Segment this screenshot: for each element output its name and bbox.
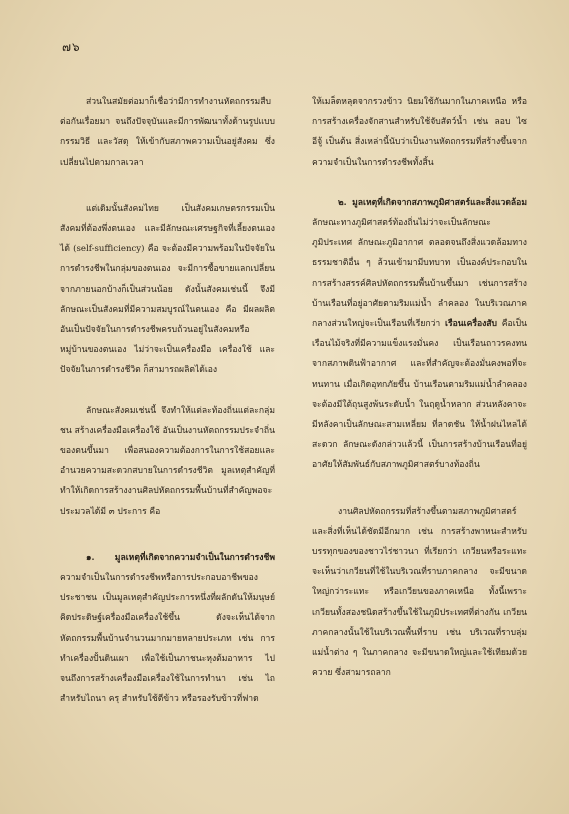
paragraph-local-craft: ลักษณะสังคมเช่นนี้ จึงทำให้แต่ละท้องถิ่นแต่ละกลุ่มชน สร้างเครื่องมือเครื่องใช้ อันเป็นงานหัตถกรรมประจำถิ่นของตนขึ้นมา เพื่อสนองความต้องการในการใช้สอยและอำนวยความสะดวกสบายในการดำรงชีวิต มูลเหตุสำคัญที่ทำให้เกิดการสร้างงานศิลปหัตถกรรมพื้นบ้านที่สำคัญพอจะประมวลได้มี ๓ ประการ คือ bbox=[60, 405, 275, 517]
paragraph-gap bbox=[312, 476, 527, 502]
paragraph-thai-society: แต่เดิมนั้นสังคมไทย เป็นสังคมเกษตรกรรมเป็นสังคมที่ต้องพึ่งตนเอง และมีลักษณะเศรษฐกิจที่เลี้ยงตนเองได้ (self-sufficiency) คือ จะต้องมีความพร้อมในปัจจัยในการดำรงชีพในกลุ่มของตนเอง จะมีการซื้อขายแลกเปลี่ยนจากภายนอกบ้างก็เป็นส่วนน้อย ดังนั้นสังคมเช่นนี้ จึงมีลักษณะเป็นสังคมที่มีความสมบูรณ์ในตนเอง คือ มีผลผลิตอันเป็นปัจจัยในการดำรงชีพครบถ้วนอยู่ในสังคมหรือหมู่บ้านของตนเอง ไม่ว่าจะเป็นเครื่องมือ เครื่องใช้ และปัจจัยในการดำรงชีวิต ก็สามารถผลิตได้เอง bbox=[60, 203, 275, 376]
page-number: ๗๖ bbox=[62, 40, 81, 54]
paragraph-cause-2 bbox=[312, 193, 527, 476]
cause-2-text-end: คือเป็นเรือนไม้จริงที่มีความแข็งแรงมั่นคง เป็นเรือนถาวรคงทนจากสภาพดินฟ้าอากาศ และที่สำคัญจะต้องมั่นคงพอที่จะทนทาน เมื่อเกิดอุทกภัยขึ้น บ้านเรือนตามริมแม่น้ำลำคลองจะต้องมีใต้ถุนสูงพ้นระดับน้ำ ในฤดูน้ำหลาก ส่วนหลังคาจะมีหลังคาเป็นลักษณะสามเหลี่ยม ที่ลาดชัน ให้น้ำฝนไหลได้สะดวก ลักษณะดังกล่าวแล้วนี้ เป็นการสร้างบ้านเรือนที่อยู่อาศัยให้สัมพันธ์กับสภาพภูมิศาสตร์บางท้องถิ่น bbox=[312, 319, 527, 471]
paragraph-continued: ให้เมล็ดหลุดจากรวงข้าว นิยมใช้กันมากในภาคเหนือ หรือ การสร้างเครื่องจักสานสำหรับใช้จับสัตว์น้ำ เช่น ลอบ ไซ อีจู้ เป็นต้น สิ่งเหล่านี้นับว่าเป็นงานหัตถกรรมที่สร้างขึ้นจากความจำเป็นในการดำรงชีพทั้งสิ้น bbox=[312, 97, 527, 168]
paragraph-carts: งานศิลปหัตถกรรมที่สร้างขึ้นตามสภาพภูมิศาสตร์และสิ่งที่เห็นได้ชัดมีอีกมาก เช่น การสร้างพาหนะสำหรับบรรทุกของของชาวไร่ชาวนา ที่เรียกว่า เกวียนหรือระแทะ จะเห็นว่าเกวียนที่ใช้ในบริเวณที่ราบภาคกลาง จะมีขนาดใหญ่กว่าระแทะ หรือเกวียนของภาคเหนือ ทั้งนี้เพราะเกวียนทั้งสองชนิดสร้างขึ้นใช้ในภูมิประเทศที่ต่างกัน เกวียนภาคกลางนั้นใช้ในบริเวณพื้นที่ราบ เช่น บริเวณที่ราบลุ่มแม่น้ำต่าง ๆ ในภาคกลาง จะมีขนาดใหญ่และใช้เทียมด้วยควาย ซึ่งสามารถลาก bbox=[312, 506, 527, 679]
paragraph-cause-1 bbox=[60, 548, 275, 710]
right-column bbox=[312, 92, 527, 683]
cause-2-heading: ๒. มูลเหตุที่เกิดจากสภาพภูมิศาสตร์และสิ่งแวดล้อม bbox=[338, 197, 527, 208]
paragraph-gap bbox=[60, 522, 275, 548]
paragraph-gap bbox=[312, 173, 527, 193]
term-ruean-khrueang-sap: เรือนเครื่องสับ bbox=[445, 319, 497, 330]
cause-1-heading: ๑. มูลเหตุที่เกิดจากความจำเป็นในการดำรงชีพ bbox=[86, 552, 275, 563]
left-column bbox=[60, 92, 275, 709]
paragraph-intro: ส่วนในสมัยต่อมาก็เชื่อว่ามีการทำงานหัตถกรรมสืบต่อกันเรื่อยมา จนถึงปัจจุบันและมีการพัฒนาทั้งด้านรูปแบบ กรรมวิธี และวัสดุ ให้เข้ากับสภาพความเป็นอยู่สังคม ซึ่งเปลี่ยนไปตามกาลเวลา bbox=[60, 97, 275, 168]
paragraph-gap bbox=[60, 173, 275, 199]
paragraph-gap bbox=[60, 381, 275, 401]
cause-2-text: ลักษณะทางภูมิศาสตร์ท้องถิ่นไม่ว่าจะเป็นลักษณะภูมิประเทศ ลักษณะภูมิอากาศ ตลอดจนถึงสิ่งแวดล้อมทางธรรมชาติอื่น ๆ ล้วนเข้ามามีบทบาท เป็นองค์ประกอบในการสร้างสรรค์ศิลปหัตถกรรมพื้นบ้านขึ้นมา เช่นการสร้างบ้านเรือนที่อยู่อาศัยตามริมแม่น้ำ ลำคลอง ในบริเวณภาคกลางส่วนใหญ่จะเป็นเรือนที่เรียกว่า bbox=[312, 218, 527, 330]
cause-1-text: ความจำเป็นในการดำรงชีพหรือการประกอบอาชีพของประชาชน เป็นมูลเหตุสำคัญประการหนึ่งที่ผลักดันให้มนุษย์คิดประดิษฐ์เครื่องมือเครื่องใช้ขึ้น ดังจะเห็นได้จากหัตถกรรมพื้นบ้านจำนวนมากมายหลายประเภท เช่น การทำเครื่องปั้นดินเผา เพื่อใช้เป็นภาชนะหุงต้มอาหาร ไปจนถึงการสร้างเครื่องมือเครื่องใช้ในการทำนา เช่น ไถ สำหรับไถนา ครุ สำหรับใช้ตีข้าว หรือรองรับข้าวที่ฟาด bbox=[60, 573, 275, 705]
